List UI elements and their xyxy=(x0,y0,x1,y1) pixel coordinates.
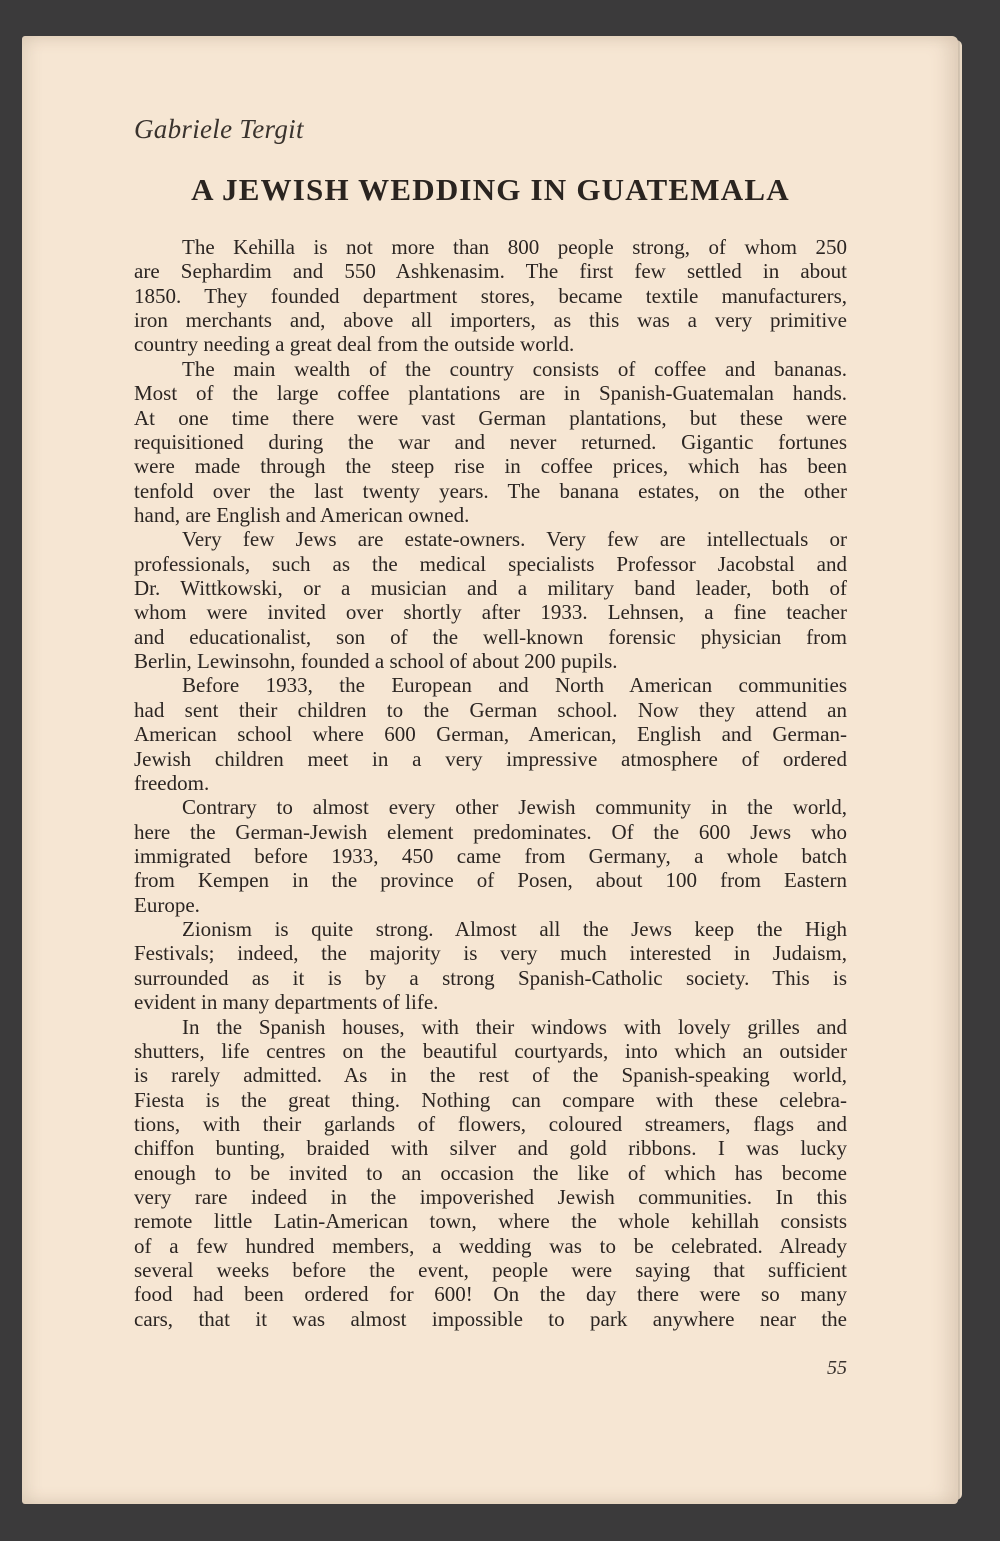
text-line: were made through the steep rise in coffee prices, which has been xyxy=(134,454,847,479)
article-title: A JEWISH WEDDING IN GUATEMALA xyxy=(191,172,790,207)
text-line: Very few Jews are estate-owners. Very few are intellectuals or xyxy=(182,527,847,552)
text-line: whom were invited over shortly after 1933. Lehnsen, a fine teacher xyxy=(134,600,847,625)
text-line: here the German-Jewish element predominates. Of the 600 Jews who xyxy=(134,819,847,844)
text-line: professionals, such as the medical specialists Professor Jacobstal and xyxy=(134,551,847,576)
text-line: Fiesta is the great thing. Nothing can compare with these celebra- xyxy=(134,1087,847,1112)
text-line: Jewish children meet in a very impressive atmosphere of ordered xyxy=(134,746,847,771)
text-line: cars, that it was almost impossible to park anywhere near the xyxy=(134,1306,847,1331)
text-line: American school where 600 German, American, English and German- xyxy=(134,722,847,747)
text-line: freedom. xyxy=(134,770,210,795)
text-line: Europe. xyxy=(134,892,200,917)
text-line: of a few hundred members, a wedding was to be celebrated. Already xyxy=(134,1233,847,1258)
article-body xyxy=(134,235,847,1331)
text-line: shutters, life centres on the beautiful courtyards, into which an outsider xyxy=(134,1038,847,1063)
text-line: and educationalist, son of the well-known forensic physician from xyxy=(134,624,847,649)
page-number: 55 xyxy=(827,1357,847,1379)
text-line: remote little Latin-American town, where the whole kehillah consists xyxy=(134,1209,847,1234)
text-line: had sent their children to the German school. Now they attend an xyxy=(134,697,847,722)
article-author: Gabriele Tergit xyxy=(134,114,304,144)
text-line: The Kehilla is not more than 800 people strong, of whom 250 xyxy=(182,235,847,259)
text-line: iron merchants and, above all importers, as this was a very primitive xyxy=(134,308,847,333)
text-line: evident in many departments of life. xyxy=(134,990,439,1015)
text-line: Zionism is quite strong. Almost all the Jews keep the High xyxy=(182,917,847,942)
text-line: chiffon bunting, braided with silver and gold ribbons. I was lucky xyxy=(134,1136,847,1161)
text-line: In the Spanish houses, with their windows with lovely grilles and xyxy=(182,1014,847,1039)
text-line: are Sephardim and 550 Ashkenasim. The first few settled in about xyxy=(134,259,847,284)
text-line: tions, with their garlands of flowers, coloured streamers, flags and xyxy=(134,1111,847,1136)
text-line: immigrated before 1933, 450 came from Germany, a whole batch xyxy=(134,843,847,868)
text-line: is rarely admitted. As in the rest of the Spanish-speaking world, xyxy=(134,1063,847,1088)
text-line: from Kempen in the province of Posen, about 100 from Eastern xyxy=(134,868,847,893)
text-line: several weeks before the event, people were saying that sufficient xyxy=(134,1258,847,1283)
text-line: Most of the large coffee plantations are in Spanish-Guatemalan hands. xyxy=(134,381,847,406)
page-content xyxy=(134,0,847,1541)
text-line: The main wealth of the country consists of coffee and bananas. xyxy=(182,356,847,381)
text-line: surrounded as it is by a strong Spanish-Catholic society. This is xyxy=(134,965,847,990)
text-line: Before 1933, the European and North American communities xyxy=(182,673,847,698)
text-line: At one time there were vast German plantations, but these were xyxy=(134,405,847,430)
text-line: enough to be invited to an occasion the like of which has become xyxy=(134,1160,847,1185)
text-line: Contrary to almost every other Jewish community in the world, xyxy=(182,795,847,820)
text-line: Festivals; indeed, the majority is very much interested in Judaism, xyxy=(134,941,847,966)
text-line: very rare indeed in the impoverished Jewish communities. In this xyxy=(134,1185,847,1210)
text-line: Berlin, Lewinsohn, founded a school of about 200 pupils. xyxy=(134,649,618,674)
text-line: tenfold over the last twenty years. The banana estates, on the other xyxy=(134,478,847,503)
text-line: food had been ordered for 600! On the day there were so many xyxy=(134,1282,847,1307)
text-line: country needing a great deal from the outside world. xyxy=(134,332,575,357)
text-line: requisitioned during the war and never returned. Gigantic fortunes xyxy=(134,429,847,454)
text-line: hand, are English and American owned. xyxy=(134,502,470,527)
text-line: 1850. They founded department stores, became textile manufacturers, xyxy=(134,283,847,308)
text-line: Dr. Wittkowski, or a musician and a military band leader, both of xyxy=(134,576,847,601)
